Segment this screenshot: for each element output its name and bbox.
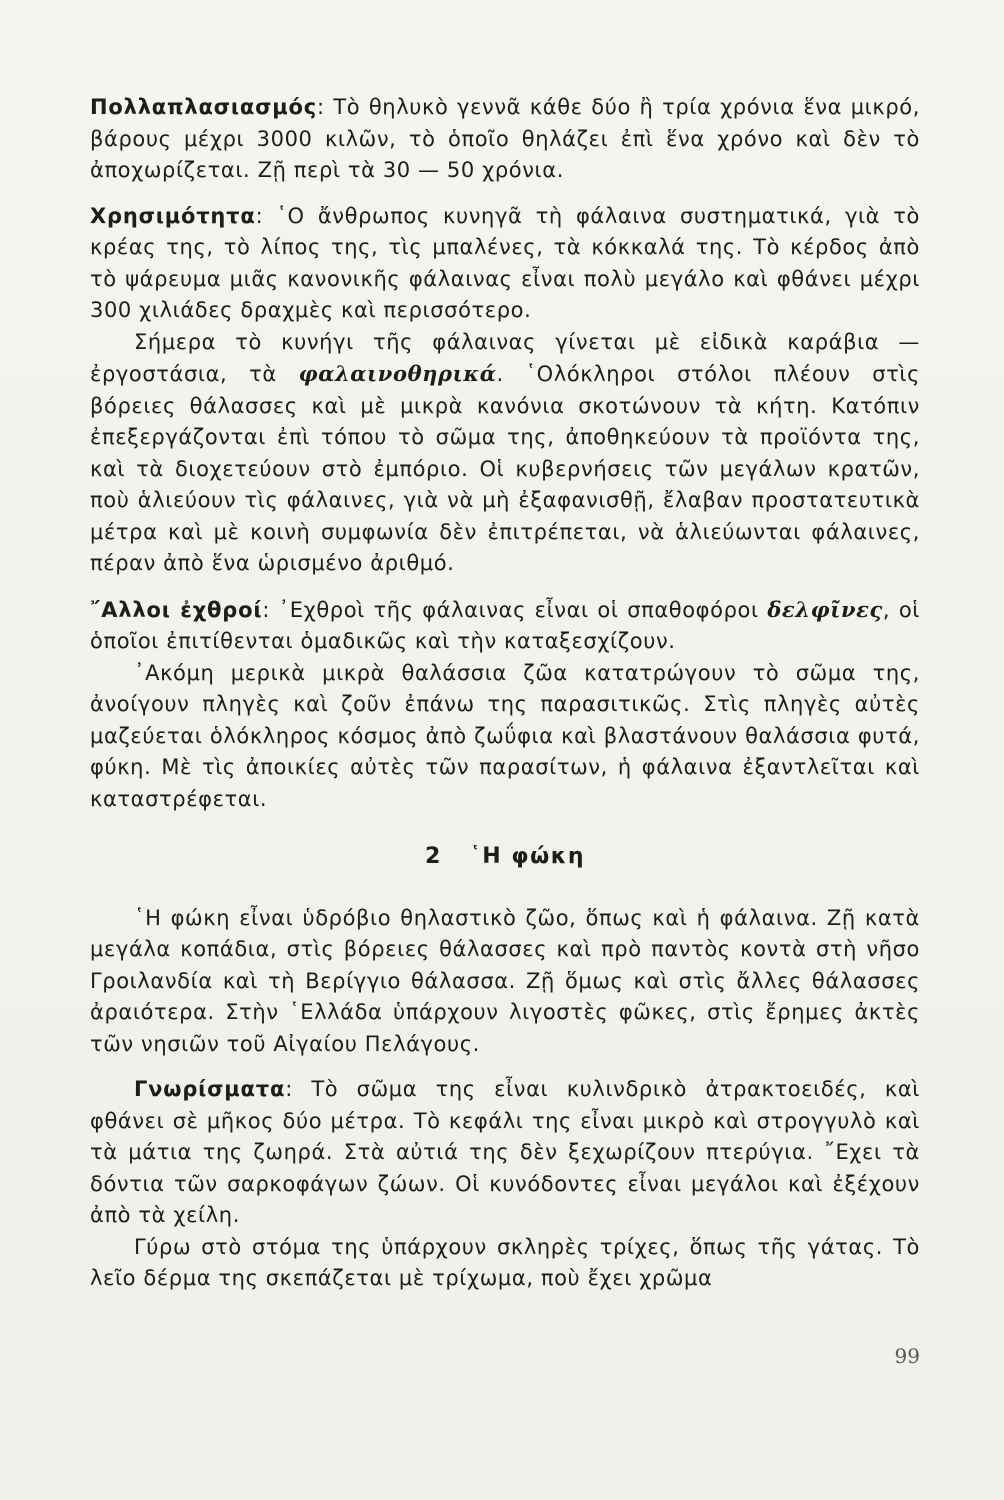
section-number: 2 [424,844,442,869]
paragraph-seal-intro [90,903,920,1061]
section-title: ῾Η φώκη [469,844,585,869]
paragraph-parasites [90,658,920,816]
paragraph-text: : Τὸ θηλυκὸ γεννᾶ κάθε δύο ἢ τρία χρόνια ἕνα μικρό, βάρους μέχρι 3000 κιλῶν, τὸ ὁποῖο θηλάζει ἐπὶ ἕνα χρόνο καὶ δὲν τὸ ἀποχωρίζεται. Ζῇ περὶ τὰ 30 — 50 χρόνια. [90,95,920,182]
paragraph-text: . ῾Ολόκληροι στόλοι πλέουν στὶς βόρειες θάλασσες καὶ μὲ μικρὰ κανόνια σκοτώνουν τὰ κήτη. Κατόπιν ἐπεξεργάζονται ἐπὶ τόπου τὸ σῶμα της, ἀποθηκεύουν τὰ προϊόντα της, καὶ τὰ διοχετεύουν στὸ ἐμπόριο. Οἱ κυβερνήσεις τῶν μεγάλων κρατῶν, ποὺ ἁλιεύουν τὶς φάλαινες, γιὰ νὰ μὴ ἐξαφανισθῇ, ἔλαβαν προστατευτικὰ μέτρα καὶ μὲ κοινὴ συμφωνία δὲν ἐπιτρέπεται, νὰ ἁλιεύωνται φάλαινες, πέραν ἀπὸ ἕνα ὡρισμένο ἀριθμό. [90,362,920,575]
paragraph-text: Σήμερα τὸ κυνήγι τῆς φάλαινας γίνεται μὲ εἰδικὰ καράβια — ἐργοστάσια, τὰ [90,329,920,386]
paragraph-whaling [90,327,920,580]
page-number: 99 [894,1344,920,1368]
paragraph-enemies [90,594,920,658]
paragraph-text: : Τὸ σῶμα της εἶναι κυλινδρικὸ ἀτρακτοειδές, καὶ φθάνει σὲ μῆκος δύο μέτρα. Τὸ κεφάλι της εἶναι μικρὸ καὶ στρογγυλὸ καὶ τὰ μάτια της ζωηρά. Στὰ αὐτιά της δὲν ξεχωρίζουν πτερύγια. ῎Εχει τὰ δόντια τῶν σαρκοφάγων ζώων. Οἱ κυνόδοντες εἶναι μεγάλοι καὶ ἐξέχουν ἀπὸ τὰ χείλη. [90,1077,920,1227]
paragraph-reproduction [90,92,920,187]
page-body [90,92,920,1295]
paragraph-usefulness [90,201,920,327]
paragraph-text: ᾿Ακόμη μερικὰ μικρὰ θαλάσσια ζῶα κατατρώγουν τὸ σῶμα της, ἀνοίγουν πληγὲς καὶ ζοῦν ἐπάνω της παρασιτικῶς. Στὶς πληγὲς αὐτὲς μαζεύεται ὁλόκληρος κόσμος ἀπὸ ζωΰφια καὶ βλαστάνουν θαλάσσια φυτά, φύκη. Μὲ τὶς ἀποικίες αὐτὲς τῶν παρασίτων, ἡ φάλαινα ἐξαντλεῖται καὶ καταστρέφεται. [90,660,920,811]
paragraph-text: : ᾿Εχθροὶ τῆς φάλαινας εἶναι οἱ σπαθοφόροι [262,597,759,622]
paragraph-text: : ῾Ο ἄνθρωπος κυνηγᾶ τὴ φάλαινα συστηματικά, γιὰ τὸ κρέας της, τὸ λίπος της, τὶς μπαλένες, τὰ κόκκαλά της. Τὸ κέρδος ἀπὸ τὸ ψάρευμα μιᾶς κανονικῆς φάλαινας εἶναι πολὺ μεγάλο καὶ φθάνει μέχρι 300 χιλιάδες δραχμὲς καὶ περισσότερο. [90,203,920,322]
paragraph-whiskers [90,1232,920,1295]
term-usefulness: Χρησιμότητα [90,203,256,228]
paragraph-text: ῾Η φώκη εἶναι ὑδρόβιο θηλαστικὸ ζῶο, ὅπως καὶ ἡ φάλαινα. Ζῇ κατὰ μεγάλα κοπάδια, στὶς βόρειες θάλασσες καὶ πρὸ παντὸς κοντὰ στὴ νῆσο Γροιλανδία καὶ τὴ Βερίγγιο θάλασσα. Ζῇ ὅμως καὶ στὶς ἄλλες θάλασσες ἀραιότερα. Στὴν ῾Ελλάδα ὑπάρχουν λιγοστὲς φῶκες, στὶς ἔρημες ἀκτὲς τῶν νησιῶν τοῦ Αἰγαίου Πελάγους. [90,905,920,1056]
term-enemies: ῎Αλλοι ἐχθροί [90,597,263,622]
paragraph-text: Γύρω στὸ στόμα της ὑπάρχουν σκληρὲς τρίχες, ὅπως τῆς γάτας. Τὸ λεῖο δέρμα της σκεπάζεται μὲ τρίχωμα, ποὺ ἔχει χρῶμα [90,1234,920,1290]
italic-term-whaling-ships: φαλαινοθηρικά [298,361,497,386]
section-heading [90,841,920,873]
paragraph-features [90,1074,920,1232]
term-features: Γνωρίσματα [134,1077,286,1101]
term-reproduction: Πολλαπλασιασμός [90,95,317,119]
italic-term-dolphins: δελφῖνες [767,596,883,622]
paragraph-text: , οἱ ὁποῖοι ἐπιτίθενται ὁμαδικῶς καὶ τὴν καταξεσχίζουν. [90,597,920,653]
